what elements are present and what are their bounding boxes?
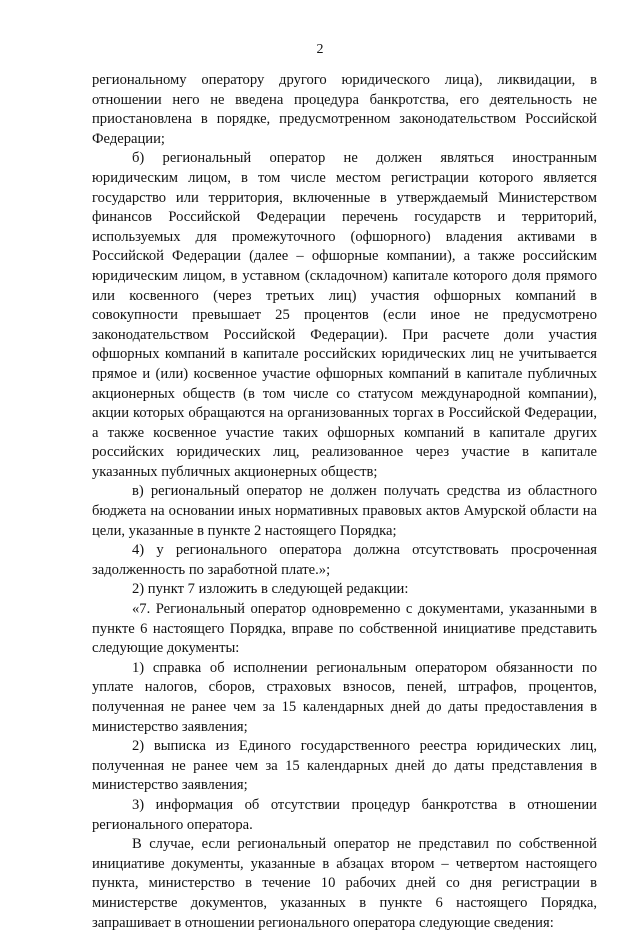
paragraph-continuation: региональному оператору другого юридического лица), ликвидации, в отношении него не введена процедура банкротства, его деятельность не приостановлена в порядке, предусмотренном законодательством Российской Федерации;: [92, 72, 597, 147]
paragraph-clause-7: «7. Региональный оператор одновременно с документами, указанными в пункте 6 настоящего Порядка, вправе по собственной инициативе представить следующие документы:: [92, 601, 597, 657]
paragraph-item-b: б) региональный оператор не должен являться иностранным юридическим лицом, в том числе местом регистрации которого является государство или территория, включенные в утверждаемый Министерством финансов Российской Федерации перечень государств и территорий, используемых для промежуточного (офшорного) владения активами в Российской Федерации (далее – офшорные компании), а также российским юридическим лицом, в уставном (складочном) капитале которого доля прямого или косвенного (через третьих лиц) участия офшорных компаний в совокупности превышает 25 процентов (если иное не предусмотрено законодательством Российской Федерации). При расчете доли участия офшорных компаний в капитале российских юридических лиц не учитывается прямое и (или) косвенное участие офшорных компаний в капитале публичных акционерных обществ (в том числе со статусом международной компании), акции которых обращаются на организованных торгах в Российской Федерации, а также косвенное участие таких офшорных компаний в капитале других российских юридических лиц, реализованное через участие в капитале указанных публичных акционерных обществ;: [92, 150, 597, 480]
paragraph-amendment-2: 2) пункт 7 изложить в следующей редакции:: [132, 581, 409, 598]
paragraph-doc-1: 1) справка об исполнении региональным оператором обязанности по уплате налогов, сборов, страховых взносов, пеней, штрафов, процентов, полученная не ранее чем за 15 календарных дней до даты предоставления в министерство заявления;: [92, 659, 597, 735]
paragraph-request: В случае, если региональный оператор не представил по собственной инициативе документы, указанные в абзацах втором – четвертом настоящего пункта, министерство в течение 10 рабочих дней со дня регистрации в министерстве документов, указанных в пункте 6 настоящего Порядка, запрашивает в отношении регионального оператора следующие сведения:: [92, 836, 597, 931]
paragraph-doc-2: 2) выписка из Единого государственного реестра юридических лиц, полученная не ранее чем за 15 календарных дней до даты представления в министерство заявления;: [92, 738, 597, 794]
paragraph-doc-3: 3) информация об отсутствии процедур банкротства в отношении регионального оператора.: [92, 796, 597, 833]
paragraph-item-4: 4) у регионального оператора должна отсутствовать просроченная задолженность по заработной плате.»;: [92, 542, 597, 578]
page-number: 2: [316, 42, 324, 57]
paragraph-item-v: в) региональный оператор не должен получать средства из областного бюджета на основании иных нормативных правовых актов Амурской области на цели, указанные в пункте 2 настоящего Порядка;: [92, 483, 597, 539]
document-body: [92, 71, 597, 933]
